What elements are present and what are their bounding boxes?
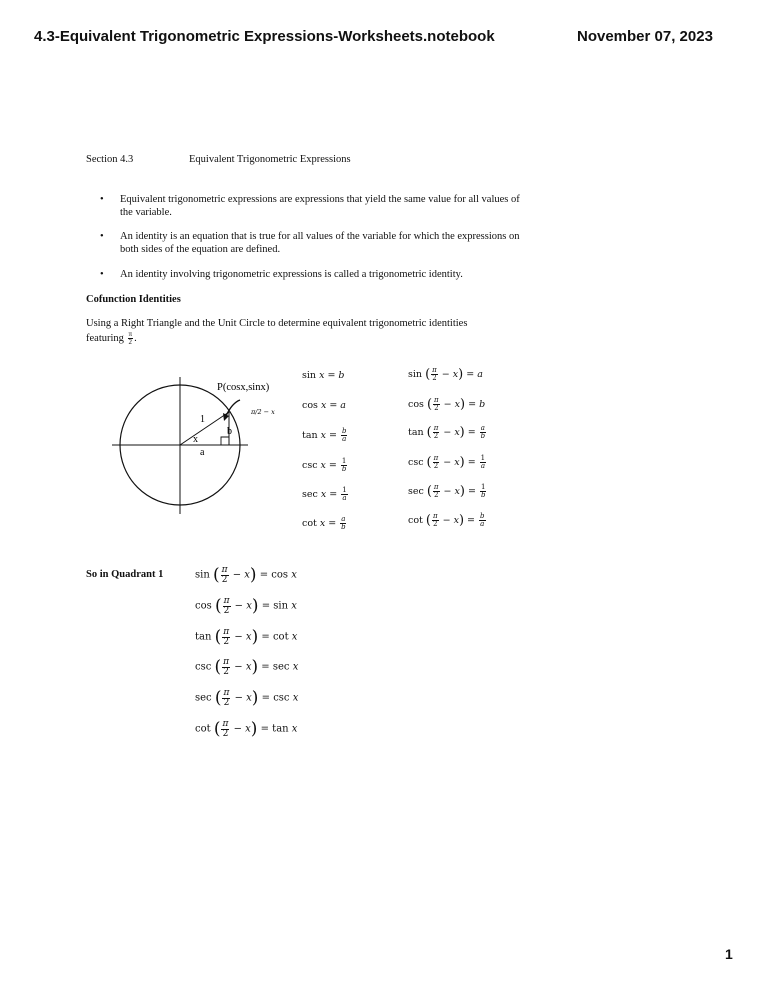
variable-x: x [245, 631, 252, 643]
function-name: tan [195, 631, 215, 643]
variable-x: x [452, 369, 459, 380]
ratio-cos [302, 400, 346, 411]
ratio-fraction [341, 428, 347, 443]
result-variable: x [292, 692, 299, 704]
ratio-fraction [341, 458, 347, 473]
minus-sign: − [231, 661, 246, 673]
function-name: sec [195, 692, 215, 704]
result-variable: x [291, 723, 298, 735]
minus-sign: − [230, 723, 246, 735]
equals-sign: = [325, 430, 340, 441]
complement-angle-arrow [226, 400, 240, 416]
minus-sign: − [440, 486, 455, 497]
result-variable: x [291, 631, 298, 643]
cofunction-sin [408, 367, 483, 382]
fraction-denominator: b [480, 491, 486, 499]
equals-sign: = [258, 692, 274, 704]
bullet-dot: • [100, 269, 104, 280]
result-function: sec [272, 661, 293, 673]
result-function: cos [271, 569, 292, 581]
result-function: csc [273, 692, 293, 704]
fraction-numerator: 1 [342, 486, 347, 494]
variable-x: x [320, 489, 327, 500]
identity-cot [195, 719, 297, 739]
equals-sign: = [325, 518, 340, 529]
equals-sign: = [326, 400, 341, 411]
cofunction-sec [408, 484, 487, 499]
function-name: csc [195, 661, 215, 673]
result-variable: x [292, 661, 299, 673]
variable-x: x [246, 692, 252, 704]
fraction-numerator: π [223, 656, 230, 667]
page-date: November 07, 2023 [577, 28, 713, 45]
right-paren: ) [459, 397, 466, 412]
hypotenuse-label: 1 [200, 414, 205, 425]
fraction-numerator: 1 [341, 457, 347, 465]
fraction-denominator: b [341, 523, 346, 531]
fraction-denominator: 2 [433, 462, 439, 470]
cofunction-fraction [479, 513, 485, 528]
right-paren: ) [251, 657, 259, 677]
right-angle-mark [221, 437, 229, 445]
variable-x: x [319, 518, 326, 529]
result-function: cot [272, 631, 292, 643]
fraction-denominator: 2 [223, 666, 229, 677]
pi-over-2-fraction [222, 689, 230, 708]
angle-x-label: x [193, 434, 198, 445]
result-function: tan [272, 723, 292, 735]
bullet-item: An identity is an equation that is true for all values of the variable for which the expressions on both sides of the equation are defined. [120, 231, 520, 255]
right-paren: ) [458, 513, 465, 528]
pi-over-2-fraction [433, 397, 440, 412]
pi-over-2-fraction [222, 628, 230, 647]
cofunction-fraction [480, 425, 486, 440]
minus-sign: − [231, 600, 247, 612]
fraction-numerator: π [433, 454, 439, 462]
left-paren: ( [425, 367, 431, 382]
function-name: cos [408, 399, 427, 410]
function-name: sin [195, 569, 213, 581]
fraction-denominator: 2 [222, 728, 229, 739]
ratio-csc [302, 458, 348, 473]
complement-angle-label: π/2 − x [251, 408, 275, 416]
opposite-label: b [227, 426, 232, 437]
bullet-item: An identity involving trigonometric expressions is called a trigonometric identity. [120, 269, 463, 280]
section-title: Equivalent Trigonometric Expressions [189, 154, 351, 165]
equals-sign: = [325, 460, 340, 471]
left-paren: ( [212, 565, 220, 585]
equals-sign: = [324, 370, 339, 381]
fraction-denominator: a [342, 435, 347, 443]
variable-x: x [320, 460, 326, 471]
fraction-denominator: 2 [433, 491, 439, 499]
variable-x: x [246, 600, 252, 612]
function-name: csc [408, 457, 427, 468]
section-number: Section 4.3 [86, 154, 134, 165]
fraction-denominator: 2 [433, 432, 439, 440]
function-name: tan [302, 430, 321, 441]
fraction-numerator: π [433, 424, 439, 432]
cofunction-cos [408, 397, 485, 412]
cofunction-csc [408, 455, 487, 470]
fraction-denominator: a [480, 520, 485, 528]
right-paren: ) [251, 596, 259, 616]
right-paren: ) [459, 484, 465, 499]
cofunction-value: b [479, 399, 486, 410]
function-name: csc [302, 460, 321, 471]
notebook-title: 4.3-Equivalent Trigonometric Expressions-Worksheets.notebook [34, 28, 495, 45]
fraction-numerator: π [223, 626, 230, 637]
equals-sign: = [464, 427, 479, 438]
pi-over-2-fraction [433, 425, 440, 440]
function-name: sec [408, 486, 427, 497]
identity-cos [195, 596, 297, 616]
left-paren: ( [426, 484, 432, 499]
identity-sin [195, 565, 297, 585]
right-paren: ) [251, 627, 259, 647]
left-paren: ( [213, 719, 221, 739]
cofunction-value: a [477, 369, 483, 380]
ratio-sec [302, 487, 349, 502]
function-name: sin [408, 369, 426, 380]
left-paren: ( [426, 397, 433, 412]
function-name: cot [195, 723, 214, 735]
fraction-numerator: π [222, 718, 229, 729]
bullet-item: Equivalent trigonometric expressions are expressions that yield the same value for all values of the variable. [120, 194, 520, 218]
equals-sign: = [258, 661, 273, 673]
minus-sign: − [440, 427, 455, 438]
fraction-numerator: π [223, 687, 230, 698]
minus-sign: − [439, 515, 454, 526]
minus-sign: − [438, 369, 453, 380]
result-function: sin [273, 600, 292, 612]
function-name: tan [408, 427, 427, 438]
fraction-numerator: b [480, 512, 485, 520]
page-number: 1 [725, 946, 733, 962]
fraction-numerator: b [341, 427, 347, 435]
equals-sign: = [464, 486, 479, 497]
ratio-tan [302, 428, 348, 443]
fraction-numerator: π [223, 595, 230, 606]
identity-sec [195, 688, 298, 708]
equals-sign: = [464, 515, 479, 526]
minus-sign: − [231, 692, 247, 704]
fraction-numerator: 1 [480, 454, 486, 462]
adjacent-label: a [200, 447, 205, 458]
function-name: cot [302, 518, 320, 529]
ratio-fraction [341, 487, 347, 502]
right-paren: ) [459, 425, 465, 440]
equals-sign: = [464, 457, 479, 468]
pi-over-2-fraction [433, 455, 440, 470]
cofunction-heading: Cofunction Identities [86, 294, 181, 305]
variable-x: x [454, 486, 460, 497]
fraction-denominator: a [480, 462, 485, 470]
pi-over-2-fraction [432, 513, 439, 528]
minus-sign: − [229, 569, 245, 581]
fraction-denominator: 2 [221, 574, 228, 585]
fraction-numerator: π [221, 564, 228, 575]
right-paren: ) [251, 688, 259, 708]
bullet-dot: • [100, 194, 104, 205]
function-name: cot [408, 515, 426, 526]
fraction-denominator: 2 [223, 697, 230, 708]
pi-over-2-fraction [221, 566, 229, 585]
right-paren: ) [250, 719, 258, 739]
fraction-denominator: 2 [223, 636, 230, 647]
ratio-value: b [338, 370, 345, 381]
equals-sign: = [463, 369, 478, 380]
identity-csc [195, 657, 298, 677]
fraction-denominator: a [342, 494, 347, 502]
variable-x: x [454, 399, 460, 410]
ratio-cot [302, 516, 347, 531]
variable-x: x [320, 430, 326, 441]
equals-sign: = [258, 600, 274, 612]
function-name: sin [302, 370, 320, 381]
pi-over-2-fraction [222, 658, 230, 677]
equals-sign: = [465, 399, 480, 410]
cofunction-fraction [480, 484, 486, 499]
ratio-sin [302, 370, 345, 381]
quadrant-label: So in Quadrant 1 [86, 569, 164, 580]
ratio-fraction [340, 516, 346, 531]
pi-over-2-fraction [433, 484, 440, 499]
left-paren: ( [214, 596, 222, 616]
fraction-numerator: π [434, 396, 439, 404]
fraction-numerator: a [480, 424, 485, 432]
point-label: P(cosx,sinx) [217, 382, 270, 393]
right-paren: ) [249, 565, 257, 585]
function-name: cos [195, 600, 215, 612]
equals-sign: = [326, 489, 341, 500]
fraction-numerator: π [433, 483, 439, 491]
right-paren: ) [458, 367, 464, 382]
equals-sign: = [256, 569, 272, 581]
variable-x: x [244, 569, 250, 581]
right-paren: ) [459, 455, 465, 470]
intro-line-1: Using a Right Triangle and the Unit Circle to determine equivalent trigonometric identities [86, 318, 468, 329]
intro-line-2: featuring $\frac{\pi}{2}$ . [86, 330, 137, 346]
left-paren: ( [214, 657, 222, 677]
result-variable: x [291, 569, 297, 581]
cofunction-cot [408, 513, 487, 528]
result-variable: x [291, 600, 297, 612]
bullet-dot: • [100, 231, 104, 242]
unit-circle-diagram [112, 374, 292, 516]
function-name: sec [302, 489, 321, 500]
minus-sign: − [440, 399, 455, 410]
fraction-denominator: 2 [223, 605, 230, 616]
left-paren: ( [426, 425, 432, 440]
left-paren: ( [214, 688, 222, 708]
cofunction-fraction [480, 455, 486, 470]
fraction-denominator: b [341, 465, 347, 473]
variable-x: x [453, 515, 459, 526]
pi-over-2-fraction [431, 367, 438, 382]
variable-x: x [319, 370, 325, 381]
fraction-denominator: 2 [432, 374, 437, 382]
variable-x: x [320, 400, 327, 411]
cofunction-tan [408, 425, 487, 440]
fraction-numerator: π [432, 512, 438, 520]
minus-sign: − [440, 457, 455, 468]
left-paren: ( [214, 627, 222, 647]
fraction-denominator: b [480, 432, 486, 440]
fraction-denominator: 2 [433, 520, 438, 528]
minus-sign: − [231, 631, 246, 643]
intro-featuring: featuring [86, 332, 124, 344]
identity-tan [195, 627, 297, 647]
variable-x: x [454, 427, 460, 438]
fraction-denominator: 2 [434, 404, 439, 412]
left-paren: ( [425, 513, 431, 528]
equals-sign: = [257, 723, 273, 735]
equals-sign: = [258, 631, 273, 643]
pi-over-2-fraction [223, 597, 231, 616]
variable-x: x [245, 661, 252, 673]
ratio-value: a [340, 400, 346, 411]
pi-over-2-fraction [221, 720, 229, 739]
left-paren: ( [426, 455, 432, 470]
fraction-numerator: 1 [480, 483, 486, 491]
function-name: cos [302, 400, 321, 411]
fraction-numerator: π [432, 366, 437, 374]
pi-over-2-fraction: $\frac{\pi}{2}$ [128, 330, 133, 346]
variable-x: x [245, 723, 251, 735]
fraction-numerator: a [341, 515, 346, 523]
variable-x: x [454, 457, 460, 468]
